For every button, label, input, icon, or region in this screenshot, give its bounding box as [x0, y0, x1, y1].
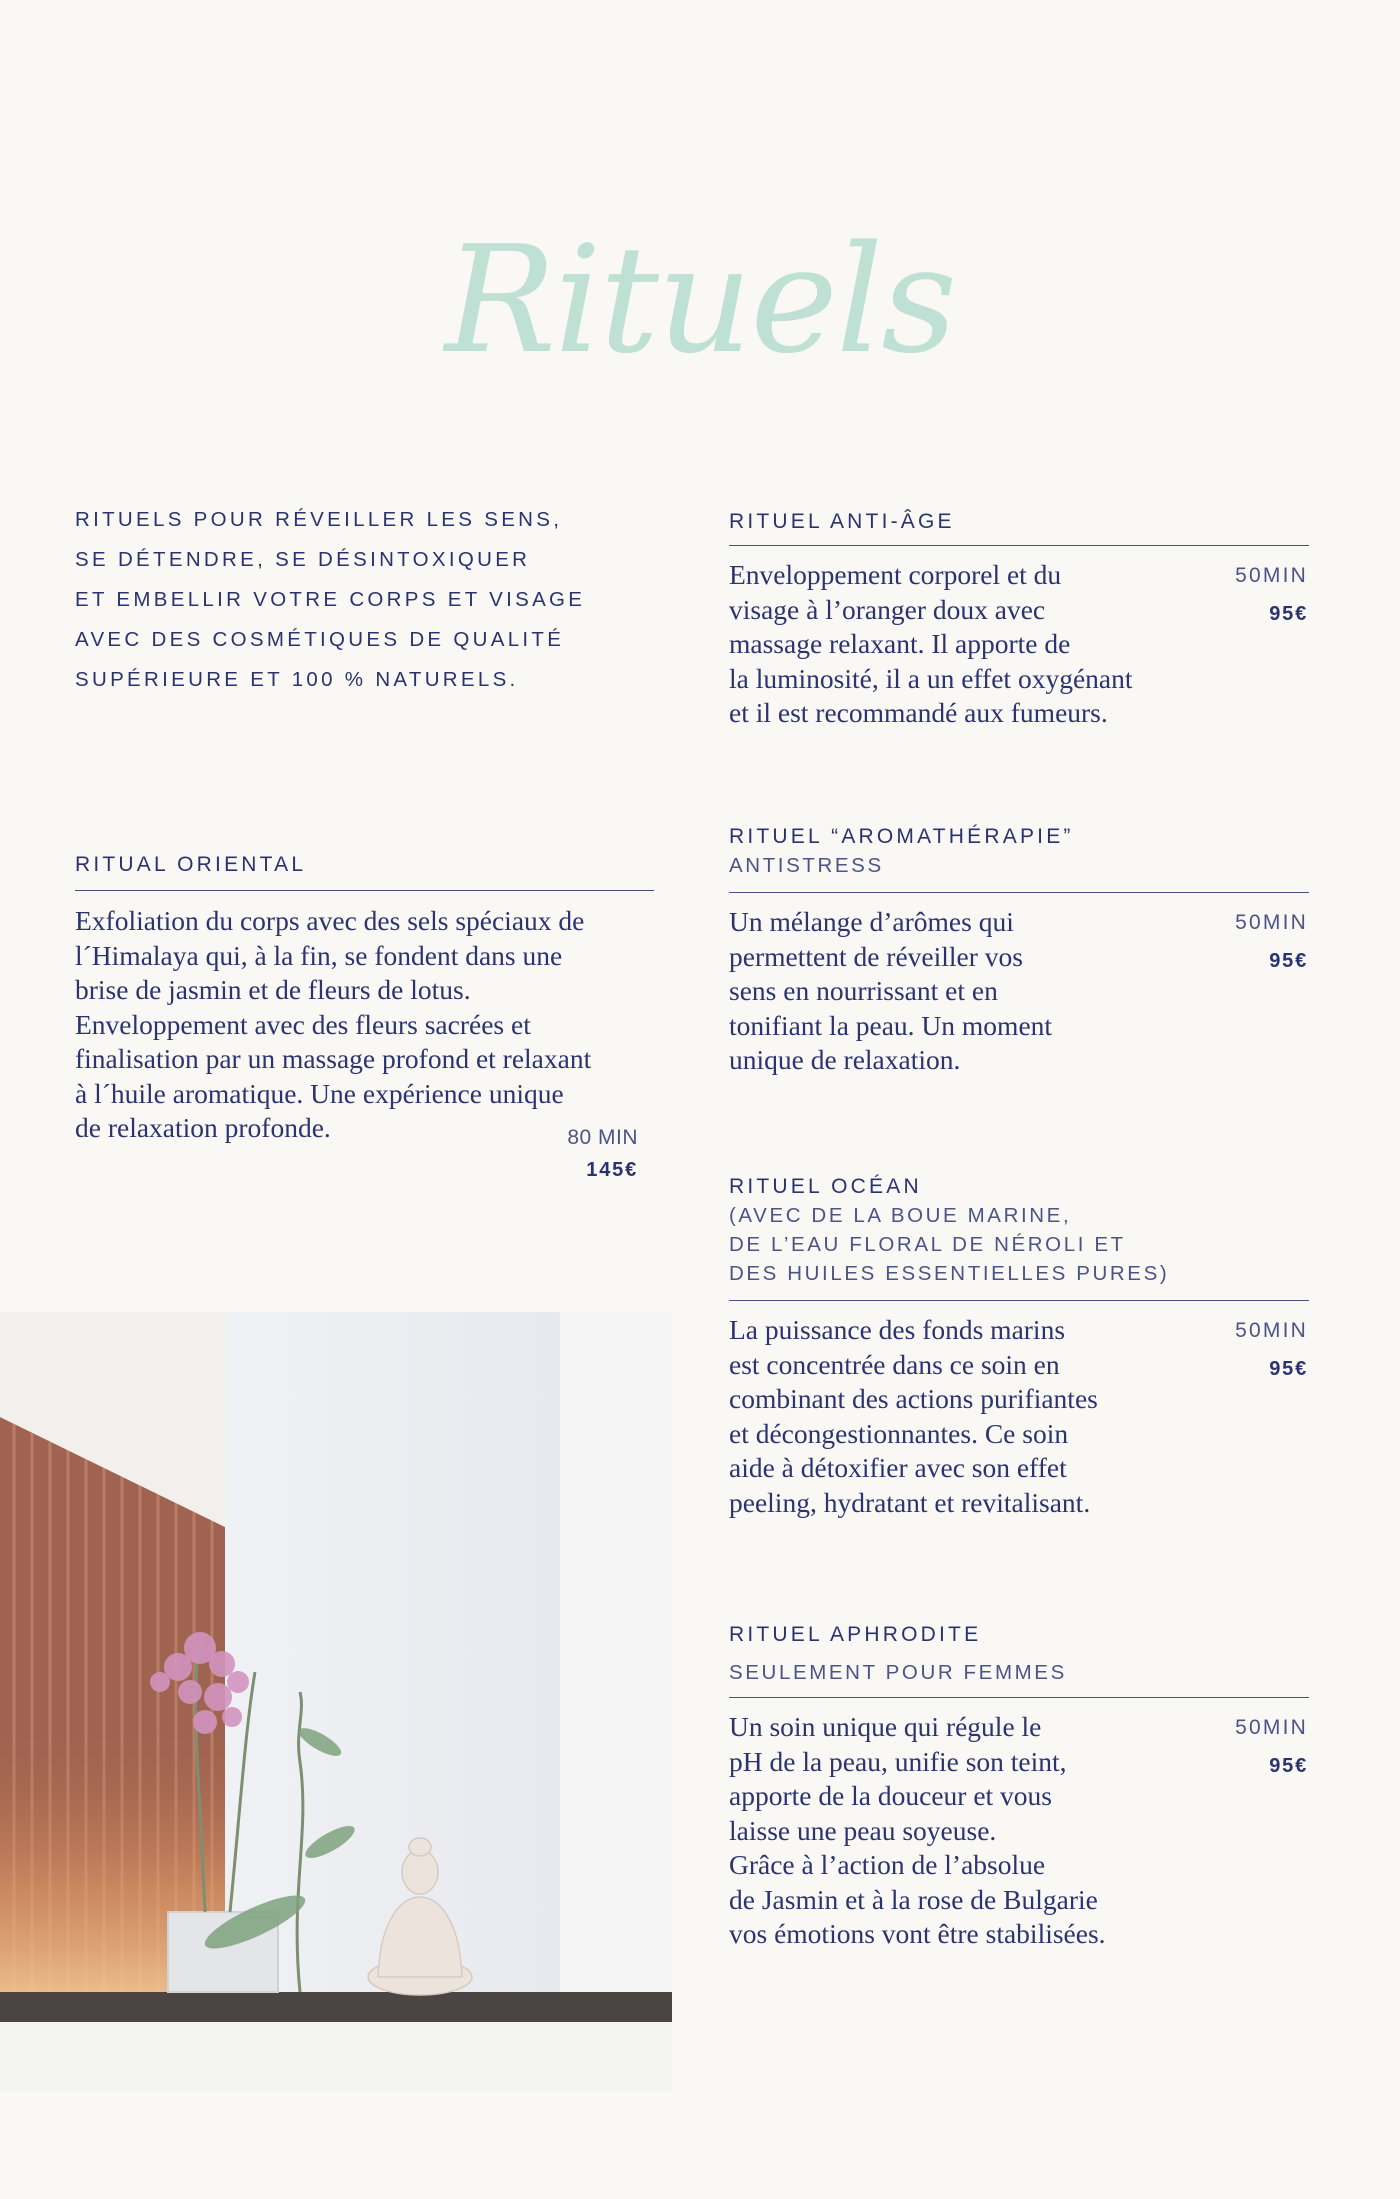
ritual-title-line: RITUEL “AROMATHÉRAPIE” [729, 825, 1074, 848]
description-line: sens en nourrissant et en [729, 975, 998, 1006]
ritual-subtitle-line: DES HUILES ESSENTIELLES PURES) [729, 1262, 1170, 1285]
ritual-description [75, 904, 591, 1146]
description-line: l´Himalaya qui, à la fin, se fondent dans une [75, 939, 563, 971]
ritual-description [729, 1313, 1098, 1520]
ritual-description [729, 558, 1133, 731]
description-line: Exfoliation du corps avec des sels spéciaux de [75, 905, 585, 936]
description-line: Un soin unique qui régule le [729, 1711, 1042, 1742]
ritual-title-line: RITUEL ANTI-ÂGE [729, 510, 955, 533]
ritual-duration: 50MIN [1235, 1319, 1308, 1342]
intro-line: AVEC DES COSMÉTIQUES DE QUALITÉ [75, 628, 565, 651]
ritual-title-line: RITUEL APHRODITE [729, 1623, 982, 1646]
description-line: de Jasmin et à la rose de Bulgarie [729, 1883, 1098, 1915]
divider [729, 1697, 1309, 1698]
page-title: Rituels [444, 214, 956, 386]
description-line: La puissance des fonds marins [729, 1314, 1066, 1345]
ritual-price: 95€ [1269, 603, 1308, 625]
ritual-price: 95€ [1269, 1755, 1308, 1777]
description-line: Enveloppement avec des fleurs sacrées et [75, 1008, 531, 1040]
description-line: et il est recommandé aux fumeurs. [729, 697, 1108, 728]
ritual-description [729, 1710, 1106, 1952]
ritual-title [729, 822, 1074, 880]
description-line: et décongestionnantes. Ce soin [729, 1417, 1069, 1449]
description-line: vos émotions vont être stabilisées. [729, 1918, 1106, 1949]
description-line: finalisation par un massage profond et relaxant [75, 1043, 592, 1074]
description-line: unique de relaxation. [729, 1044, 961, 1075]
ritual-subtitle-line: (AVEC DE LA BOUE MARINE, [729, 1204, 1072, 1227]
ritual-duration: 50MIN [1235, 564, 1308, 587]
intro-line: SE DÉTENDRE, SE DÉSINTOXIQUER [75, 548, 531, 571]
ritual-duration: 50MIN [1235, 1716, 1308, 1739]
description-line: permettent de réveiller vos [729, 940, 1023, 972]
ritual-title [729, 1616, 1067, 1692]
divider [729, 892, 1309, 893]
description-line: Un mélange d’arômes qui [729, 906, 1014, 937]
ritual-price: 95€ [1269, 950, 1308, 972]
description-line: combinant des actions purifiantes [729, 1383, 1098, 1414]
description-line: de relaxation profonde. [75, 1112, 331, 1143]
description-line: brise de jasmin et de fleurs de lotus. [75, 974, 471, 1005]
divider [75, 890, 654, 891]
ritual-title [75, 850, 306, 879]
ritual-title [729, 507, 955, 536]
intro-line: RITUELS POUR RÉVEILLER LES SENS, [75, 508, 563, 531]
ritual-description [729, 905, 1052, 1078]
description-line: massage relaxant. Il apporte de [729, 628, 1071, 659]
description-line: laisse une peau soyeuse. [729, 1814, 997, 1846]
description-line: visage à l’oranger doux avec [729, 593, 1046, 625]
ritual-title-line: RITUEL OCÉAN [729, 1175, 922, 1198]
description-line: pH de la peau, unifie son teint, [729, 1745, 1067, 1777]
ritual-price: 95€ [1269, 1358, 1308, 1380]
description-line: Enveloppement corporel et du [729, 559, 1062, 590]
ritual-subtitle-line: DE L’EAU FLORAL DE NÉROLI ET [729, 1233, 1126, 1256]
description-line: apporte de la douceur et vous [729, 1780, 1053, 1811]
description-line: tonifiant la peau. Un moment [729, 1009, 1053, 1041]
ritual-duration: 80 MIN [567, 1126, 638, 1149]
intro-line: ET EMBELLIR VOTRE CORPS ET VISAGE [75, 588, 586, 611]
divider [729, 1300, 1309, 1301]
spa-interior-photo [0, 1312, 672, 2092]
intro-line: SUPÉRIEURE ET 100 % NATURELS. [75, 668, 519, 691]
divider [729, 545, 1309, 546]
ritual-duration: 50MIN [1235, 911, 1308, 934]
ritual-price: 145€ [586, 1159, 638, 1181]
description-line: aide à détoxifier avec son effet [729, 1452, 1067, 1483]
ritual-title-line: RITUAL ORIENTAL [75, 853, 307, 876]
intro-text [75, 500, 635, 700]
ritual-subtitle-line: ANTISTRESS [729, 854, 884, 877]
ritual-title [729, 1172, 1169, 1288]
ritual-subtitle-line: SEULEMENT POUR FEMMES [729, 1661, 1067, 1684]
description-line: est concentrée dans ce soin en [729, 1348, 1060, 1380]
description-line: Grâce à l’action de l’absolue [729, 1849, 1046, 1880]
description-line: peeling, hydratant et revitalisant. [729, 1486, 1091, 1518]
description-line: la luminosité, il a un effet oxygénant [729, 662, 1133, 694]
description-line: à l´huile aromatique. Une expérience unique [75, 1077, 564, 1109]
